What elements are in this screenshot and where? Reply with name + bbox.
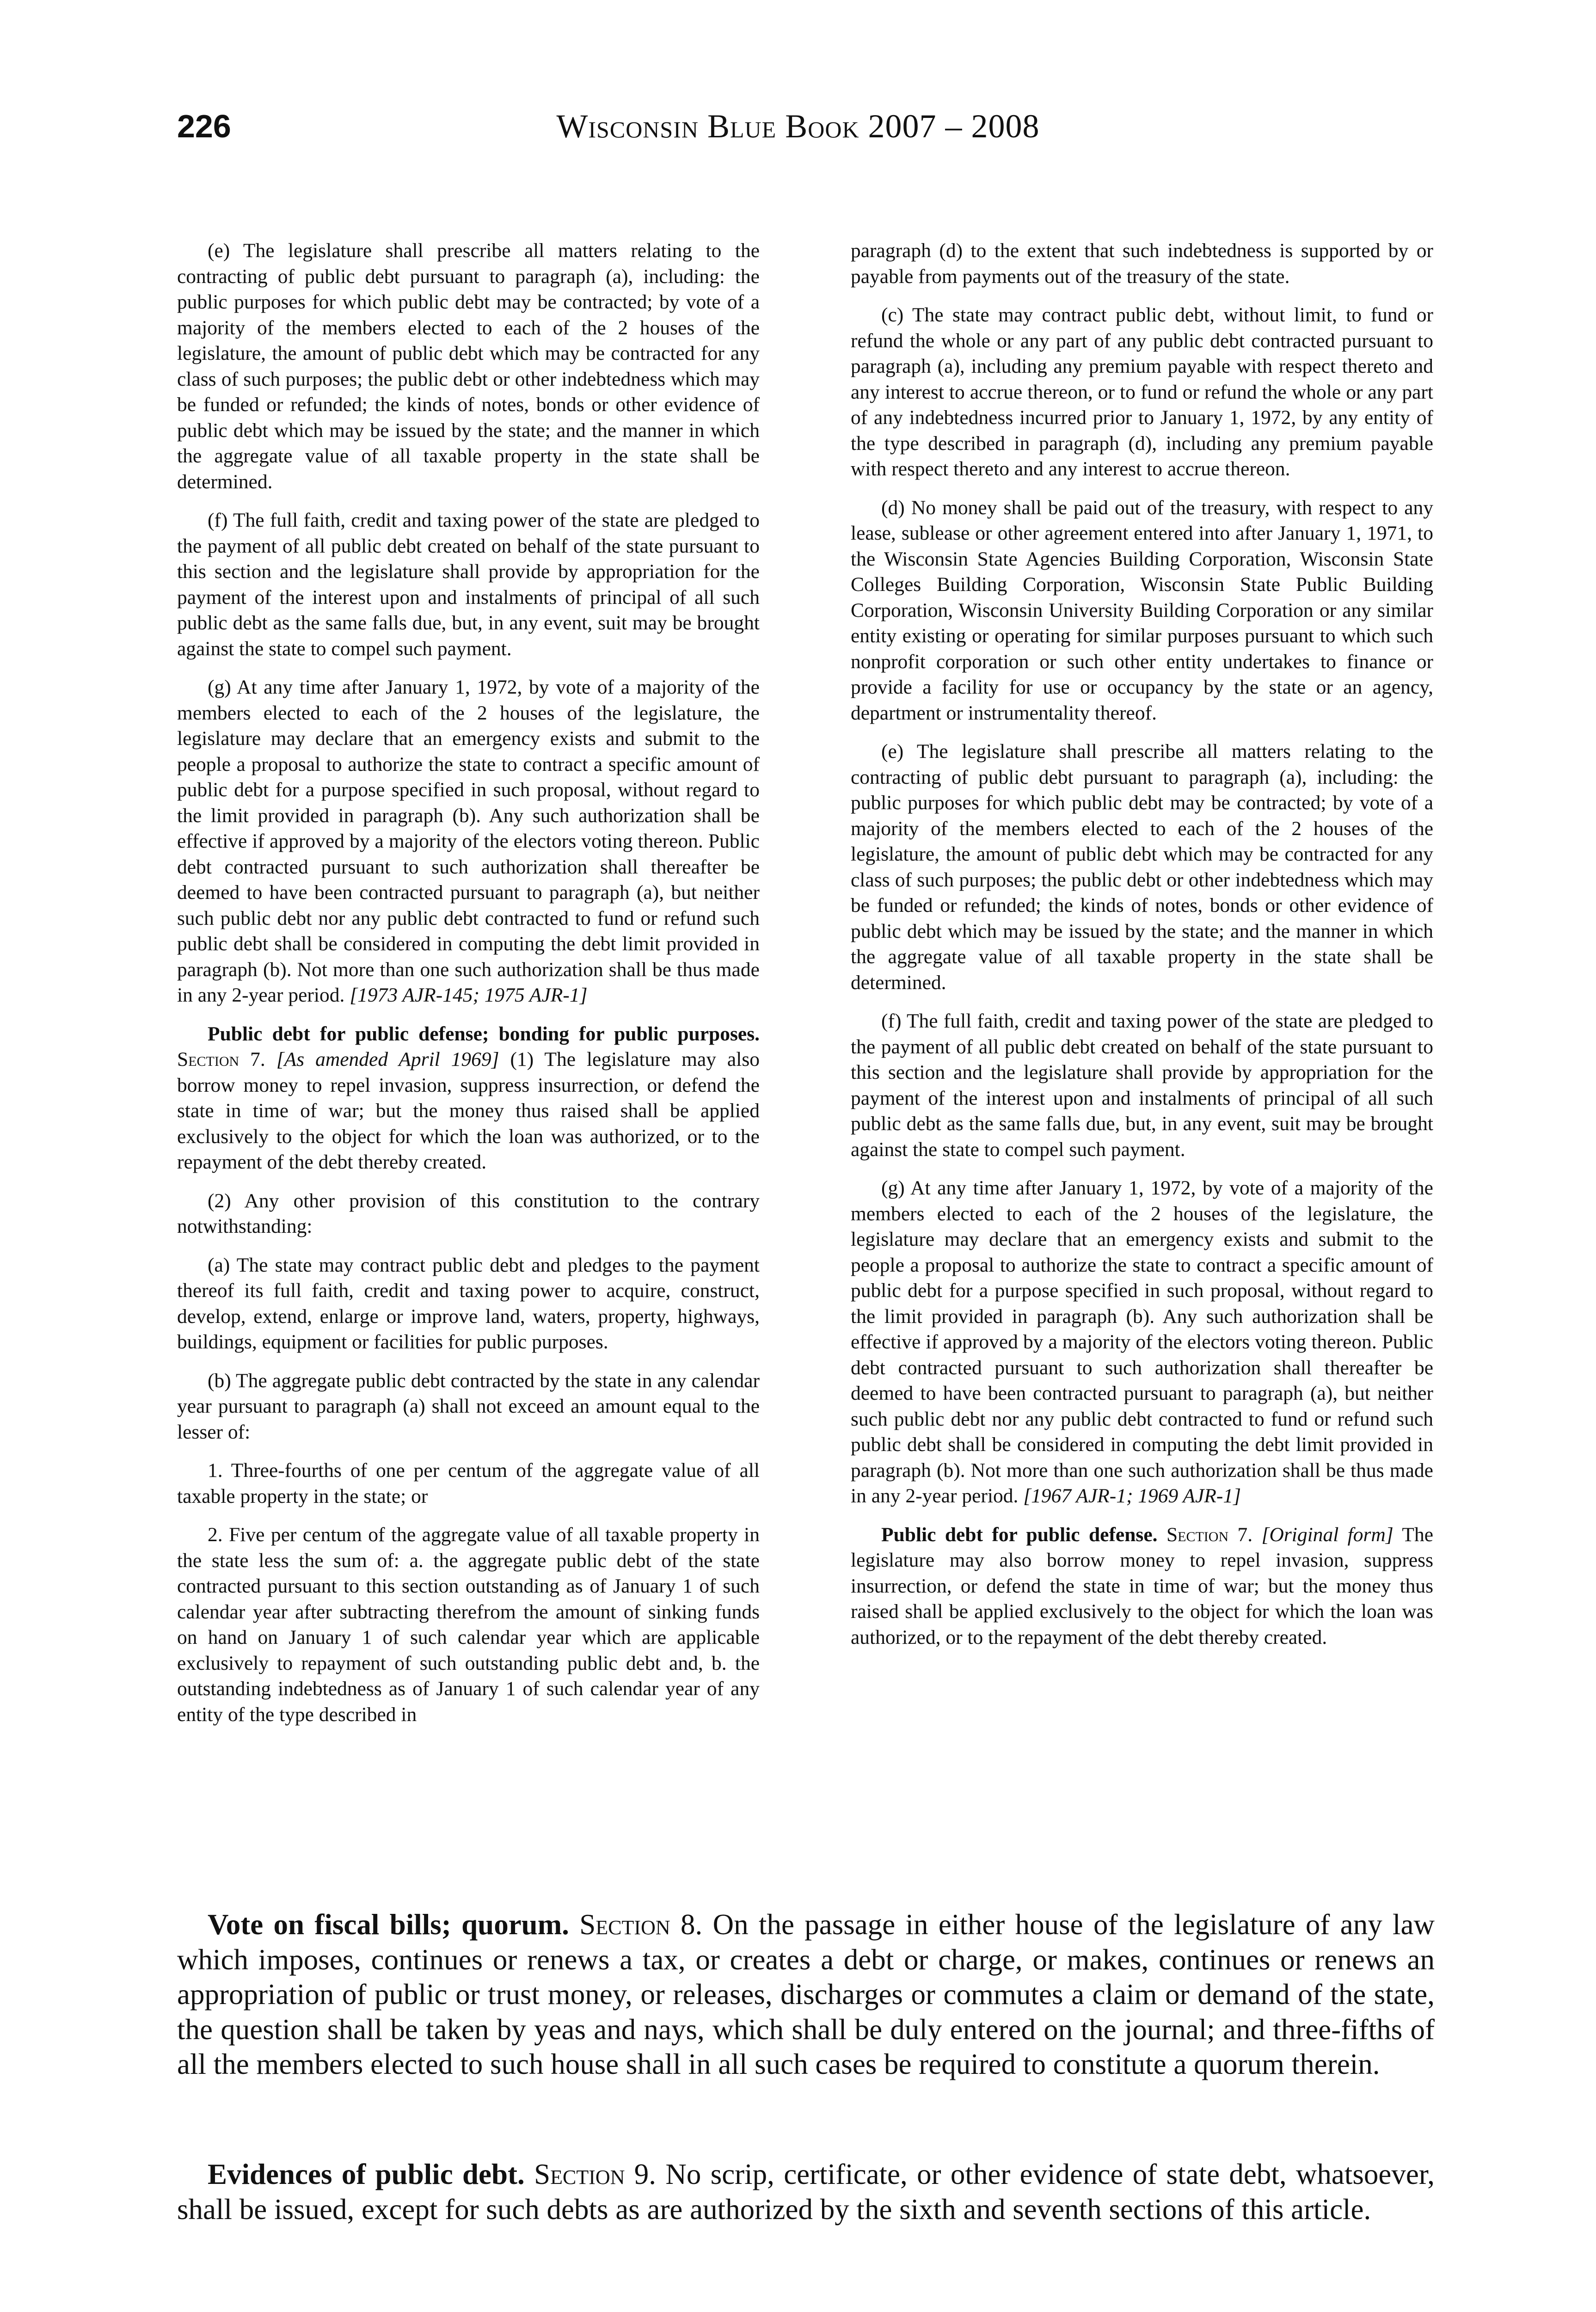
section-number: Section 8. [579,1908,703,1941]
original-form-note: [Original form] [1261,1523,1393,1546]
paragraph-e: (e) The legislature shall prescribe all matters relating to the contracting of public debt pursuant to paragraph (a), including: the public purposes for which public debt may be contracted; by vote of a majority of the members elected to each of the 2 houses of the legislature, the amount of public debt which may be contracted for any class of such purposes; the public debt or other indebtedness which may be funded or refunded; the kinds of notes, bonds or other evidence of public debt which may be issued by the state; and the manner in which the aggregate value of all taxable property in the state shall be determined. [177,240,760,493]
paragraph-g [851,1175,1433,1509]
paragraph-e: (e) The legislature shall prescribe all matters relating to the contracting of public debt pursuant to paragraph (a), including: the public purposes for which public debt may be contracted; by vote of a majority of the members elected to each of the 2 houses of the legislature, the amount of public debt which may be contracted for any class of such purposes; the public debt or other indebtedness which may be funded or refunded; the kinds of notes, bonds or other evidence of public debt which may be issued by the state; and the manner in which the aggregate value of all taxable property in the state shall be determined. [851,740,1433,994]
left-column [177,238,760,1728]
history-citation: [1973 AJR-145; 1975 AJR-1] [350,984,588,1006]
paragraph-g-text: (g) At any time after January 1, 1972, by vote of a majority of the members elected to each of the 2 houses of the legislature, the legislature may declare that an emergency exists and submit to the people a proposal to authorize the state to contract a specific amount of public debt for a purpose specified in such proposal, without regard to the limit provided in paragraph (b). Any such authorization shall be effective if approved by a majority of the electors voting thereon. Public debt contracted pursuant to such authorization shall thereafter be deemed to have been contracted pursuant to paragraph (a), but neither such public debt nor any public debt contracted to fund or refund such public debt shall be considered in computing the debt limit provided in paragraph (b). Not more than one such authorization shall be thus made in any 2-year period. [177,676,760,1006]
section-heading: Public debt for public defense. [881,1523,1158,1546]
section-8 [177,1907,1435,2082]
paragraph-d: (d) No money shall be paid out of the treasury, with respect to any lease, sublease or other agreement entered into after January 1, 1971, to the Wisconsin State Agencies Building Corporation, Wisconsin State Colleges Building Corporation, Wisconsin State Public Building Corporation, Wisconsin University Building Corporation or any similar entity existing or operating for similar purposes pursuant to which such nonprofit corporation or such other entity undertakes to finance or provide a facility for use or occupancy by the state or an agency, department or instrumentality thereof. [851,496,1433,724]
paragraph-b-1: 1. Three-fourths of one per centum of the aggregate value of all taxable property in the state; or [177,1459,760,1507]
running-title: Wisconsin Blue Book 2007 – 2008 [556,108,1040,145]
page-number: 226 [177,108,231,144]
section-number: Section 9. [534,2158,657,2190]
section-number: Section 7. [1166,1523,1253,1546]
paragraph-f: (f) The full faith, credit and taxing power of the state are pledged to the payment of all public debt created on behalf of the state pursuant to this section and the legislature shall provide by appropriation for the payment of the interest upon and instalments of principal of all such public debt as the same falls due, but, in any event, suit may be brought against the state to compel such payment. [851,1010,1433,1161]
section-9-paragraph [177,2157,1435,2227]
history-citation: [1967 AJR-1; 1969 AJR-1] [1023,1485,1241,1507]
section-8-paragraph [177,1907,1435,2082]
page-header [0,105,1596,161]
paragraph-a: (a) The state may contract public debt and pledges to the payment thereof its full faith, credit and taxing power to acquire, construct, develop, extend, enlarge or improve land, waters, property, highways, buildings, equipment or facilities for public purposes. [177,1254,760,1353]
section-9-text: No scrip, certificate, or other evidence of state debt, whatsoever, shall be issued, except for such debts as are authorized by the sixth and seventh sections of this article. [177,2158,1435,2226]
section-heading: Vote on fiscal bills; quorum. [208,1908,569,1941]
paragraph-b-2-continued: paragraph (d) to the extent that such indebtedness is supported by or payable from payments out of the treasury of the state. [851,240,1433,288]
amendment-note: [As amended April 1969] [276,1048,499,1070]
section-7-text: (1) The legislature may also borrow money to repel invasion, suppress insurrection, or defend the state in time of war; but the money thus raised shall be applied exclusively to the object for which the loan was authorized, or to the repayment of the debt thereby created. [177,1048,760,1173]
section-7-text: The legislature may also borrow money to repel invasion, suppress insurrection, or defend the state in time of war; but the money thus raised shall be applied exclusively to the object for which the loan was authorized, or to the repayment of the debt thereby created. [851,1523,1434,1648]
paragraph-f: (f) The full faith, credit and taxing power of the state are pledged to the payment of all public debt created on behalf of the state pursuant to this section and the legislature shall provide by appropriation for the payment of the interest upon and instalments of principal of all such public debt as the same falls due, but, in any event, suit may be brought against the state to compel such payment. [177,509,760,660]
right-column [851,238,1433,1650]
paragraph-c: (c) The state may contract public debt, without limit, to fund or refund the whole or any part of any public debt contracted pursuant to paragraph (a), including any premium payable with respect thereto and any interest to accrue thereon, or to fund or refund the whole or any part of any indebtedness incurred prior to January 1, 1972, by any entity of the type described in paragraph (d), including any premium payable with respect thereto and any interest to accrue thereon. [851,304,1433,480]
paragraph-g-text: (g) At any time after January 1, 1972, by vote of a majority of the members elected to each of the 2 houses of the legislature, the legislature may declare that an emergency exists and submit to the people a proposal to authorize the state to contract a specific amount of public debt for a purpose specified in such proposal, without regard to the limit provided in paragraph (b). Any such authorization shall be effective if approved by a majority of the electors voting thereon. Public debt contracted pursuant to such authorization shall thereafter be deemed to have been contracted pursuant to paragraph (a), but neither such public debt nor any public debt contracted to fund or refund such public debt shall be considered in computing the debt limit provided in paragraph (b). Not more than one such authorization shall be thus made in any 2-year period. [851,1177,1433,1507]
section-7-paragraph [177,1021,760,1175]
section-9 [177,2157,1435,2227]
section-number: Section 7. [177,1048,265,1070]
paragraph-b: (b) The aggregate public debt contracted by the state in any calendar year pursuant to paragraph (a) shall not exceed an amount equal to the lesser of: [177,1369,760,1443]
section-7-original-paragraph [851,1522,1433,1651]
paragraph-2: (2) Any other provision of this constitution to the contrary notwithstanding: [177,1189,760,1237]
paragraph-g [177,675,760,1008]
paragraph-b-2: 2. Five per centum of the aggregate value of all taxable property in the state less the sum of: a. the aggregate public debt of the state contracted pursuant to this section outstanding as of January 1 of such calendar year after subtracting therefrom the amount of sinking funds on hand on January 1 of such calendar year which are applicable exclusively to repayment of such outstanding public debt and, b. the outstanding indebtedness as of January 1 of such calendar year of any entity of the type described in [177,1524,760,1726]
section-heading: Public debt for public defense; bonding for public purposes. [208,1022,760,1045]
section-8-text: On the passage in either house of the legislature of any law which imposes, continues or renews a tax, or creates a debt or charge, or makes, continues or renews an appropriation of public or trust money, or releases, discharges or commutes a claim or demand of the state, the question shall be taken by yeas and nays, which shall be duly entered on the journal; and three-fifths of all the members elected to such house shall in all such cases be required to constitute a quorum therein. [177,1908,1435,2080]
section-heading: Evidences of public debt. [208,2158,525,2190]
